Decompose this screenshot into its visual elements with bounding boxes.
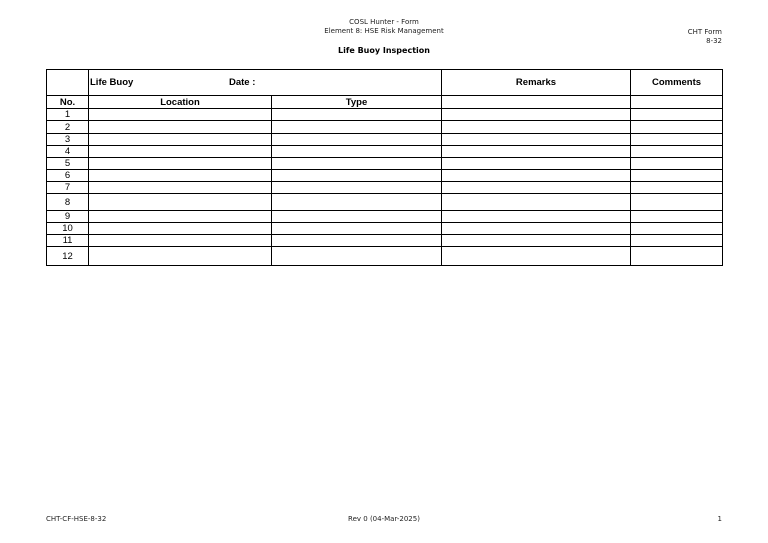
remarks-header-blank bbox=[442, 96, 631, 109]
comments-cell[interactable] bbox=[631, 170, 723, 182]
row-number: 10 bbox=[47, 223, 89, 235]
table-row bbox=[47, 134, 723, 146]
comments-cell[interactable] bbox=[631, 109, 723, 121]
table-row bbox=[47, 158, 723, 170]
type-cell[interactable] bbox=[272, 182, 442, 194]
table-row bbox=[47, 235, 723, 247]
comments-cell[interactable] bbox=[631, 194, 723, 211]
remarks-cell[interactable] bbox=[442, 247, 631, 266]
comments-header: Comments bbox=[631, 70, 723, 96]
remarks-cell[interactable] bbox=[442, 235, 631, 247]
location-cell[interactable] bbox=[89, 194, 272, 211]
inspection-table bbox=[46, 69, 723, 266]
date-label: Date : bbox=[229, 77, 256, 88]
table-row bbox=[47, 170, 723, 182]
page-number: 1 bbox=[717, 515, 722, 523]
form-id bbox=[688, 28, 722, 46]
remarks-cell[interactable] bbox=[442, 158, 631, 170]
table-row bbox=[47, 223, 723, 235]
form-number: 8-32 bbox=[706, 37, 722, 45]
comments-cell[interactable] bbox=[631, 182, 723, 194]
comments-cell[interactable] bbox=[631, 121, 723, 134]
life-buoy-label: Life Buoy bbox=[90, 77, 134, 88]
table-title-row bbox=[47, 70, 723, 96]
type-header: Type bbox=[272, 96, 442, 109]
location-header: Location bbox=[89, 96, 272, 109]
remarks-cell[interactable] bbox=[442, 146, 631, 158]
row-number: 2 bbox=[47, 121, 89, 134]
location-cell[interactable] bbox=[89, 223, 272, 235]
life-buoy-date-cell[interactable] bbox=[89, 70, 442, 96]
type-cell[interactable] bbox=[272, 211, 442, 223]
row-number: 6 bbox=[47, 170, 89, 182]
type-cell[interactable] bbox=[272, 146, 442, 158]
location-cell[interactable] bbox=[89, 121, 272, 134]
comments-cell[interactable] bbox=[631, 235, 723, 247]
row-number: 5 bbox=[47, 158, 89, 170]
comments-cell[interactable] bbox=[631, 223, 723, 235]
comments-cell[interactable] bbox=[631, 158, 723, 170]
row-number: 7 bbox=[47, 182, 89, 194]
remarks-cell[interactable] bbox=[442, 194, 631, 211]
location-cell[interactable] bbox=[89, 158, 272, 170]
location-cell[interactable] bbox=[89, 182, 272, 194]
form-label: CHT Form bbox=[687, 28, 722, 36]
type-cell[interactable] bbox=[272, 223, 442, 235]
blank-corner-cell bbox=[47, 70, 89, 96]
comments-cell[interactable] bbox=[631, 211, 723, 223]
remarks-cell[interactable] bbox=[442, 134, 631, 146]
type-cell[interactable] bbox=[272, 134, 442, 146]
location-cell[interactable] bbox=[89, 134, 272, 146]
type-cell[interactable] bbox=[272, 121, 442, 134]
row-number: 3 bbox=[47, 134, 89, 146]
location-cell[interactable] bbox=[89, 170, 272, 182]
row-number: 8 bbox=[47, 194, 89, 211]
table-row bbox=[47, 247, 723, 266]
location-cell[interactable] bbox=[89, 247, 272, 266]
type-cell[interactable] bbox=[272, 247, 442, 266]
remarks-cell[interactable] bbox=[442, 211, 631, 223]
table-row bbox=[47, 211, 723, 223]
type-cell[interactable] bbox=[272, 170, 442, 182]
row-number: 12 bbox=[47, 247, 89, 266]
comments-header-blank bbox=[631, 96, 723, 109]
remarks-cell[interactable] bbox=[442, 109, 631, 121]
type-cell[interactable] bbox=[272, 109, 442, 121]
doc-code: CHT-CF-HSE-8-32 bbox=[46, 515, 107, 523]
remarks-cell[interactable] bbox=[442, 121, 631, 134]
type-cell[interactable] bbox=[272, 194, 442, 211]
table-row bbox=[47, 182, 723, 194]
remarks-header: Remarks bbox=[442, 70, 631, 96]
comments-cell[interactable] bbox=[631, 247, 723, 266]
type-cell[interactable] bbox=[272, 235, 442, 247]
location-cell[interactable] bbox=[89, 146, 272, 158]
remarks-cell[interactable] bbox=[442, 223, 631, 235]
location-cell[interactable] bbox=[89, 235, 272, 247]
element-name: Element 8: HSE Risk Management bbox=[324, 27, 444, 35]
table-row bbox=[47, 121, 723, 134]
table-row bbox=[47, 109, 723, 121]
comments-cell[interactable] bbox=[631, 134, 723, 146]
location-cell[interactable] bbox=[89, 211, 272, 223]
remarks-cell[interactable] bbox=[442, 170, 631, 182]
comments-cell[interactable] bbox=[631, 146, 723, 158]
table-row bbox=[47, 194, 723, 211]
document-title: Life Buoy Inspection bbox=[338, 46, 430, 55]
company-form-name: COSL Hunter - Form bbox=[349, 18, 419, 26]
type-cell[interactable] bbox=[272, 158, 442, 170]
row-number: 11 bbox=[47, 235, 89, 247]
form-header bbox=[0, 18, 768, 36]
no-header: No. bbox=[47, 96, 89, 109]
location-cell[interactable] bbox=[89, 109, 272, 121]
column-header-row bbox=[47, 96, 723, 109]
row-number: 1 bbox=[47, 109, 89, 121]
row-number: 4 bbox=[47, 146, 89, 158]
table-row bbox=[47, 146, 723, 158]
remarks-cell[interactable] bbox=[442, 182, 631, 194]
row-number: 9 bbox=[47, 211, 89, 223]
revision: Rev 0 (04-Mar-2025) bbox=[348, 515, 420, 523]
